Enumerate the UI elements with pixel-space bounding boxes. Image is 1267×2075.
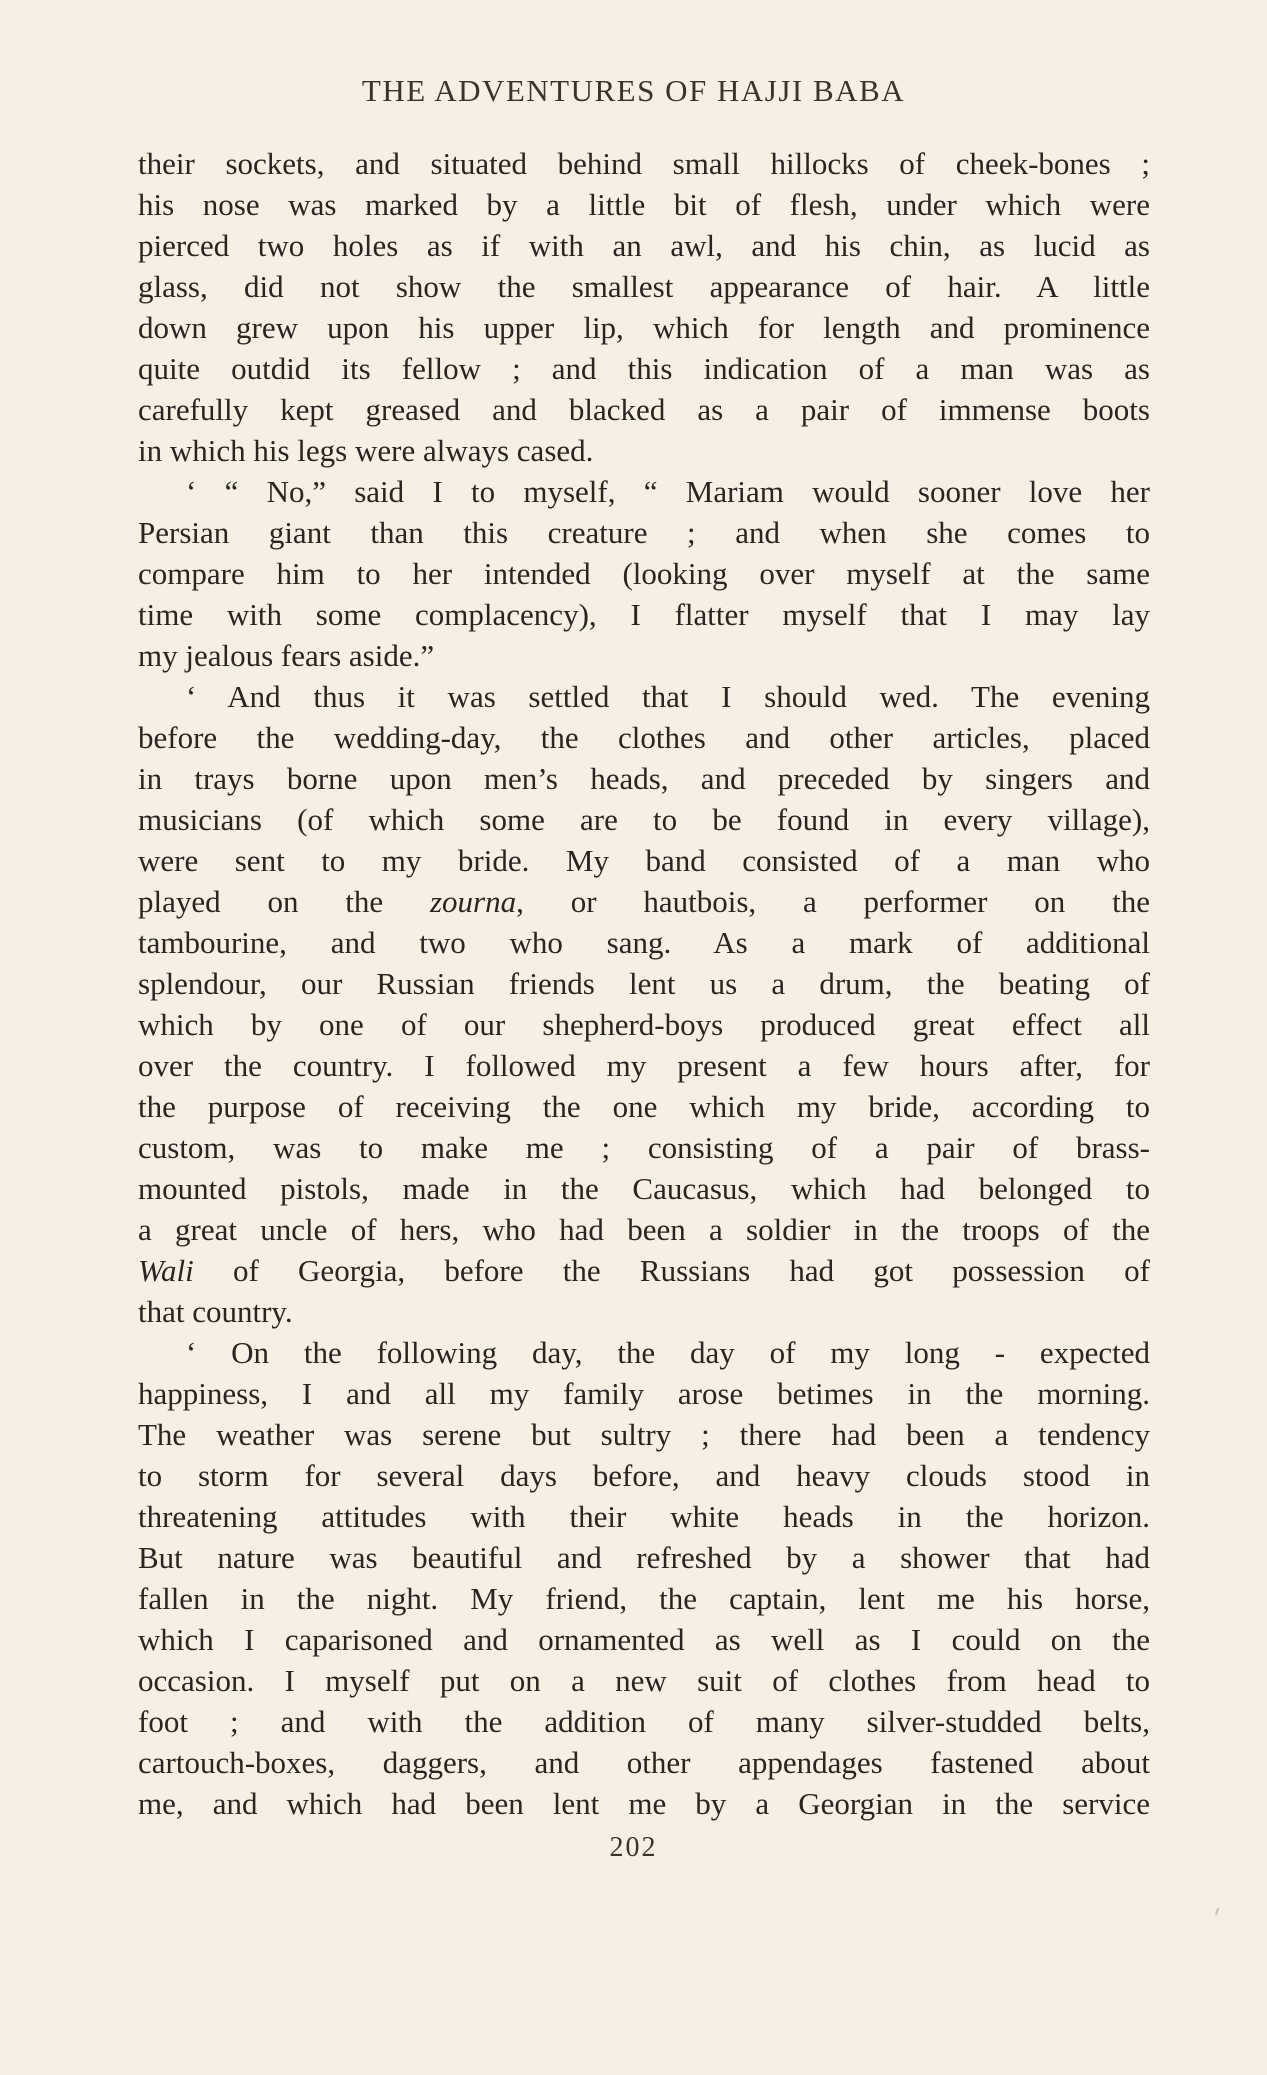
text-line: tambourine, and two who sang. As a mark of additional [138,925,1150,960]
text-line: in which his legs were always cased. [138,433,594,468]
text-line: before the wedding-day, the clothes and other articles, placed [138,720,1150,755]
text-line: fallen in the night. My friend, the captain, lent me his horse, [138,1581,1150,1616]
text-line: Persian giant than this creature ; and when she comes to [138,515,1150,550]
text-line: his nose was marked by a little bit of flesh, under which were [138,187,1150,222]
italic-term: Wali [138,1253,194,1288]
text-line: that country. [138,1294,293,1329]
text-line: mounted pistols, made in the Caucasus, which had belonged to [138,1171,1150,1206]
text-line: threatening attitudes with their white heads in the horizon. [138,1499,1150,1534]
text-line: which by one of our shepherd-boys produced great effect all [138,1007,1150,1042]
text-line: cartouch-boxes, daggers, and other appendages fastened about [138,1745,1150,1780]
text-line: occasion. I myself put on a new suit of clothes from head to [138,1663,1150,1698]
text-line: down grew upon his upper lip, which for length and prominence [138,310,1150,345]
text-line: compare him to her intended (looking over myself at the same [138,556,1150,591]
text-line: foot ; and with the addition of many silver-studded belts, [138,1704,1150,1739]
running-head: THE ADVENTURES OF HAJJI BABA [361,73,906,108]
text-line: which I caparisoned and ornamented as well as I could on the [138,1622,1150,1657]
italic-term: zourna [429,884,517,919]
text-line [138,1250,1150,1291]
text-line [138,881,1150,922]
text-line: custom, was to make me ; consisting of a pair of brass- [138,1130,1150,1165]
text-line: were sent to my bride. My band consisted of a man who [138,843,1150,878]
body-text [138,143,1150,1824]
paper-speck [1215,1908,1219,1915]
text-line: quite outdid its fellow ; and this indication of a man was as [138,351,1150,386]
text-line: their sockets, and situated behind small hillocks of cheek-bones ; [138,146,1150,181]
text-line: over the country. I followed my present a few hours after, for [138,1048,1150,1083]
text-line: happiness, I and all my family arose betimes in the morning. [138,1376,1150,1411]
text-line: musicians (of which some are to be found in every village), [138,802,1150,837]
text-line: in trays borne upon men’s heads, and preceded by singers and [138,761,1150,796]
text-line: ‘ On the following day, the day of my long - expected [186,1335,1150,1370]
text-segment: played on the [138,884,430,919]
text-line: pierced two holes as if with an awl, and his chin, as lucid as [138,228,1150,263]
text-line: carefully kept greased and blacked as a pair of immense boots [138,392,1150,427]
text-line: the purpose of receiving the one which my bride, according to [138,1089,1150,1124]
text-segment: , or hautbois, a performer on the [516,884,1150,919]
text-line: ‘ “ No,” said I to myself, “ Mariam would sooner love her [186,474,1150,509]
text-segment: of Georgia, before the Russians had got possession of [193,1253,1150,1288]
text-line: ‘ And thus it was settled that I should wed. The evening [186,679,1150,714]
text-line: a great uncle of hers, who had been a soldier in the troops of the [138,1212,1150,1247]
text-line: splendour, our Russian friends lent us a drum, the beating of [138,966,1150,1001]
text-line: The weather was serene but sultry ; there had been a tendency [138,1417,1150,1452]
text-line: glass, did not show the smallest appearance of hair. A little [138,269,1150,304]
page-number: 202 [609,1832,658,1863]
text-line: But nature was beautiful and refreshed by a shower that had [138,1540,1150,1575]
text-line: me, and which had been lent me by a Georgian in the service [138,1786,1150,1821]
text-line: my jealous fears aside.” [138,638,435,673]
text-line: to storm for several days before, and heavy clouds stood in [138,1458,1150,1493]
text-line: time with some complacency), I flatter myself that I may lay [138,597,1150,632]
